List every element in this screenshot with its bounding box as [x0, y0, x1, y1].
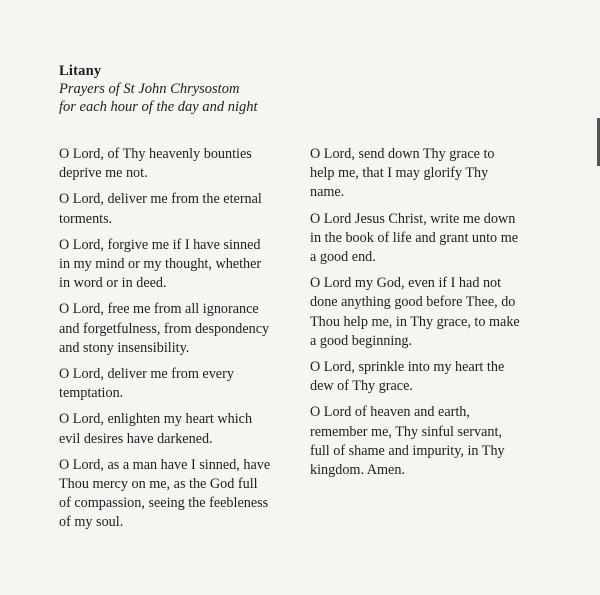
prayer-paragraph: O Lord, free me from all ignorance and forgetfulness, from despondency and stony insensibility. — [59, 301, 270, 356]
prayer-paragraph: O Lord, deliver me from every temptation. — [59, 366, 234, 402]
prayer-paragraph: O Lord Jesus Christ, write me down in the book of life and grant unto me a good end. — [310, 210, 519, 266]
prayer-paragraph: O Lord, as a man have I sinned, have Thou mercy on me, as the God full of compassion, seeing the feebleness of my soul. — [59, 456, 271, 531]
right-prayer-column — [310, 145, 550, 487]
litany-header — [59, 62, 319, 116]
prayer-paragraph: O Lord, sprinkle into my heart the dew of Thy grace. — [310, 359, 505, 395]
left-prayer-column — [59, 145, 304, 540]
subtitle-line-1: Prayers of St John Chrysostom — [59, 81, 240, 97]
subtitle-line-2: for each hour of the day and night — [59, 99, 258, 115]
prayer-paragraph: O Lord of heaven and earth, remember me, Thy sinful servant, full of shame and impurity, in Thy kingdom. Amen. — [310, 404, 505, 479]
prayer-paragraph: O Lord, enlighten my heart which evil desires have darkened. — [59, 411, 253, 447]
page-title: Litany — [59, 63, 102, 79]
prayer-paragraph: O Lord my God, even if I had not done anything good before Thee, do Thou help me, in Thy grace, to make a good beginning. — [310, 275, 520, 349]
prayer-paragraph: O Lord, send down Thy grace to help me, that I may glorify Thy name. — [310, 146, 495, 201]
prayer-paragraph: O Lord, forgive me if I have sinned in my mind or my thought, whether in word or in deed. — [59, 236, 262, 292]
prayer-paragraph: O Lord, deliver me from the eternal torments. — [59, 191, 262, 227]
prayer-paragraph: O Lord, of Thy heavenly bounties deprive me not. — [59, 146, 252, 182]
